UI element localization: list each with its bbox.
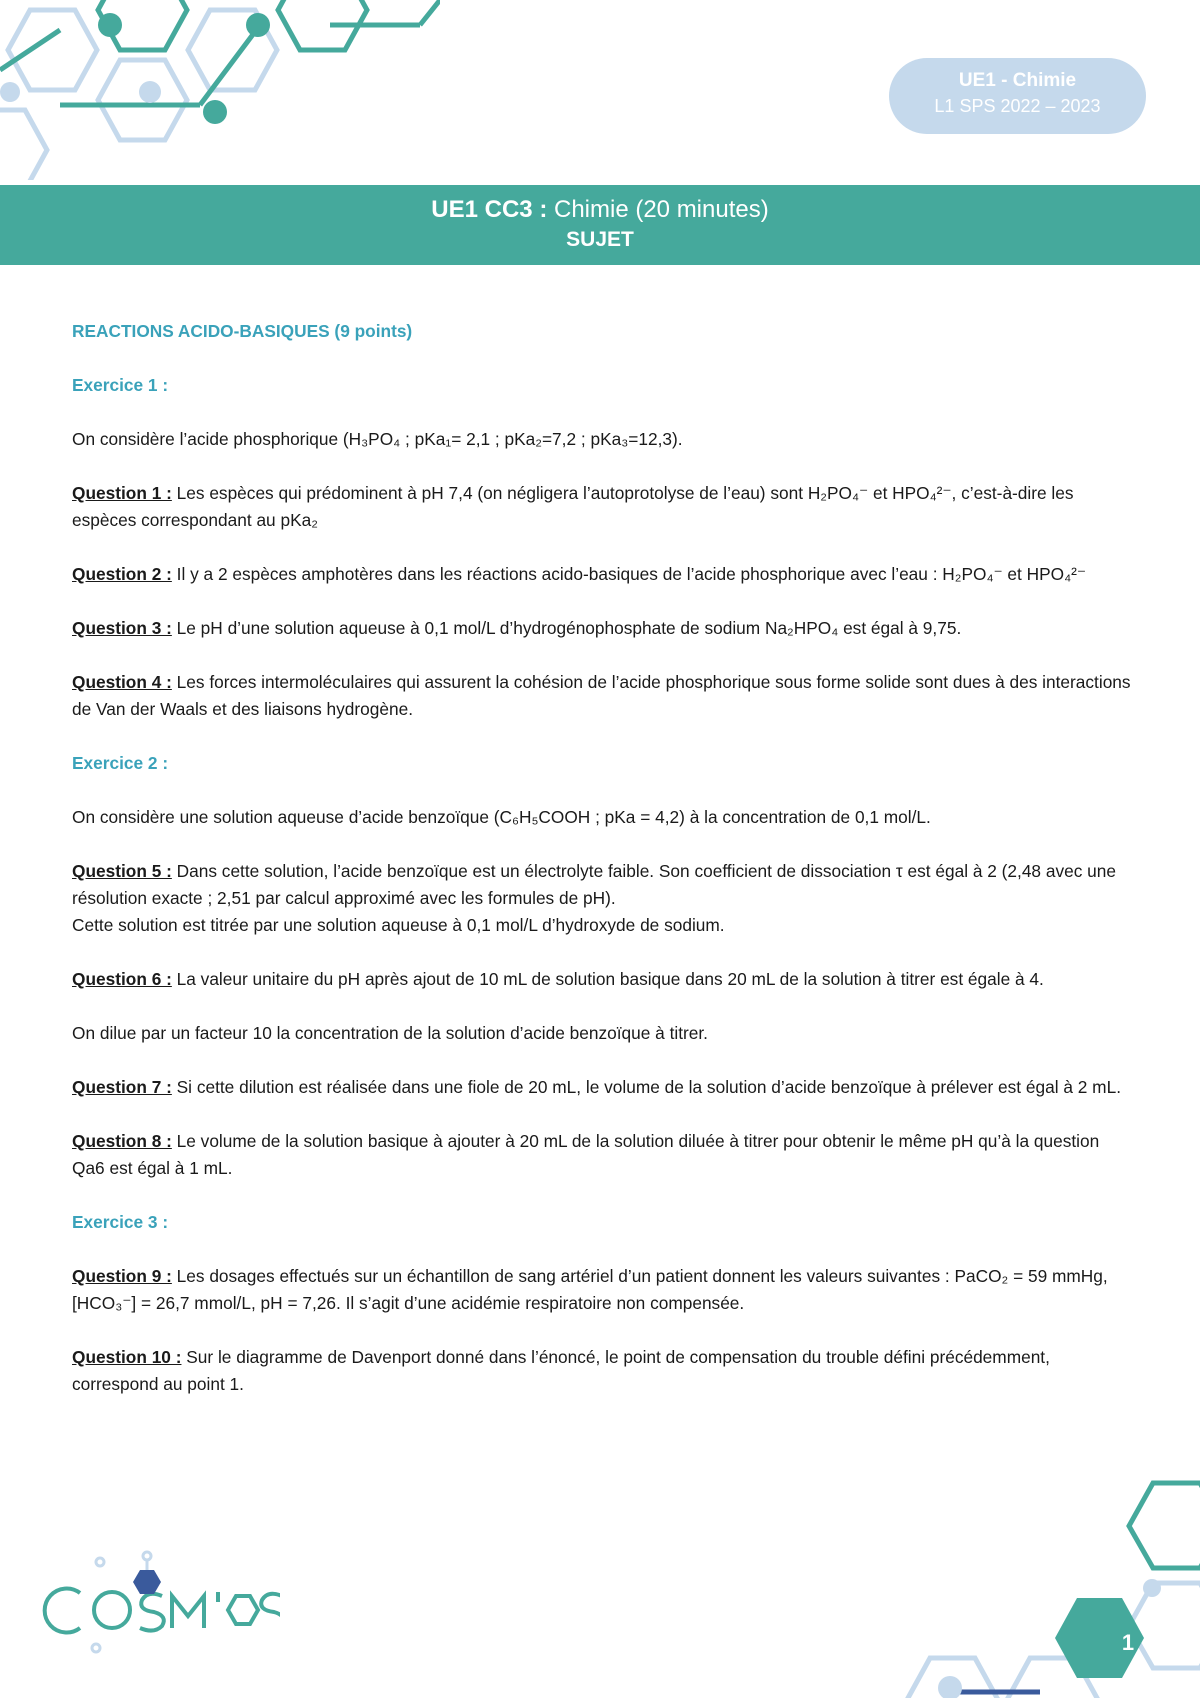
question-1 xyxy=(72,480,1132,534)
course-badge xyxy=(889,58,1146,134)
question-4 xyxy=(72,669,1132,723)
cosmos-logo xyxy=(40,1548,280,1658)
course-name: UE1 - Chimie xyxy=(958,70,1077,91)
exercise-3-title: Exercice 3 : xyxy=(72,1212,169,1232)
question-label: Question 3 : xyxy=(72,618,172,638)
question-5 xyxy=(72,858,1132,939)
question-label: Question 4 : xyxy=(72,672,172,692)
question-text: Les espèces qui prédominent à pH 7,4 (on négligera l’autoprotolyse de l’eau) sont H₂PO₄⁻ et HPO₄²⁻, c’est-à-dire les espèces correspondant au pKa₂ xyxy=(72,483,1074,530)
course-year: L1 SPS 2022 – 2023 xyxy=(934,96,1101,116)
question-text: Les dosages effectués sur un échantillon de sang artériel d’un patient donnent les valeurs suivantes : PaCO₂ = 59 mmHg, [HCO₃⁻] = 26,7 mmol/L, pH = 7,26. Il s’agit d’une acidémie respiratoire non compensée. xyxy=(72,1266,1108,1313)
document-body xyxy=(72,318,1132,1425)
question-text: Dans cette solution, l’acide benzoïque est un électrolyte faible. Son coefficient de dissociation τ est égal à 2 (2,48 avec une résolution exacte ; 2,51 par calcul approximé avec les formules de pH). xyxy=(72,861,1116,908)
question-10 xyxy=(72,1344,1132,1398)
question-7 xyxy=(72,1074,1132,1101)
molecule-decoration-bottom xyxy=(780,1478,1200,1698)
exercise-2-title: Exercice 2 : xyxy=(72,753,169,773)
question-label: Question 7 : xyxy=(72,1077,172,1097)
question-text: Si cette dilution est réalisée dans une fiole de 20 mL, le volume de la solution d’acide benzoïque à prélever est égal à 2 mL. xyxy=(171,1077,1121,1097)
page-number: 1 xyxy=(1121,1630,1135,1655)
question-label: Question 10 : xyxy=(72,1347,182,1367)
question-label: Question 8 : xyxy=(72,1131,172,1151)
question-2 xyxy=(72,561,1132,588)
dilution-statement: On dilue par un facteur 10 la concentration de la solution d’acide benzoïque à titrer. xyxy=(72,1023,708,1043)
question-label: Question 2 : xyxy=(72,564,172,584)
question-label: Question 1 : xyxy=(72,483,172,503)
exam-title-code: UE1 CC3 : xyxy=(431,196,548,223)
title-banner xyxy=(0,185,1200,265)
question-text: Sur le diagramme de Davenport donné dans l’énoncé, le point de compensation du trouble défini précédemment, correspond au point 1. xyxy=(72,1347,1050,1394)
question-text: Les forces intermoléculaires qui assurent la cohésion de l’acide phosphorique sous forme solide sont dues à des interactions de Van der Waals et des liaisons hydrogène. xyxy=(72,672,1131,719)
question-text: Le pH d’une solution aqueuse à 0,1 mol/L d’hydrogénophosphate de sodium Na₂HPO₄ est égal à 9,75. xyxy=(171,618,962,638)
question-label: Question 5 : xyxy=(72,861,172,881)
exam-subtitle: SUJET xyxy=(566,228,634,251)
exercise-1-title: Exercice 1 : xyxy=(72,375,169,395)
exercise-2-intro: On considère une solution aqueuse d’acide benzoïque (C₆H₅COOH ; pKa = 4,2) à la concentration de 0,1 mol/L. xyxy=(72,807,931,827)
molecule-decoration-top xyxy=(0,0,440,180)
question-6 xyxy=(72,966,1132,993)
question-9 xyxy=(72,1263,1132,1317)
exam-title-subject: Chimie (20 minutes) xyxy=(547,196,769,223)
question-label: Question 9 : xyxy=(72,1266,172,1286)
question-text: Il y a 2 espèces amphotères dans les réactions acido-basiques de l’acide phosphorique avec l’eau : H₂PO₄⁻ et HPO₄²⁻ xyxy=(171,564,1087,584)
question-text: Le volume de la solution basique à ajouter à 20 mL de la solution diluée à titrer pour obtenir le même pH qu’à la question Qa6 est égal à 1 mL. xyxy=(72,1131,1100,1178)
titration-statement: Cette solution est titrée par une solution aqueuse à 0,1 mol/L d’hydroxyde de sodium. xyxy=(72,915,725,935)
question-label: Question 6 : xyxy=(72,969,172,989)
question-text: La valeur unitaire du pH après ajout de 10 mL de solution basique dans 20 mL de la solution à titrer est égale à 4. xyxy=(171,969,1044,989)
section-title: REACTIONS ACIDO-BASIQUES (9 points) xyxy=(72,321,413,341)
question-3 xyxy=(72,615,1132,642)
exercise-1-intro: On considère l’acide phosphorique (H₃PO₄ ; pKa₁= 2,1 ; pKa₂=7,2 ; pKa₃=12,3). xyxy=(72,429,683,449)
exam-title xyxy=(0,196,1200,224)
question-8 xyxy=(72,1128,1132,1182)
